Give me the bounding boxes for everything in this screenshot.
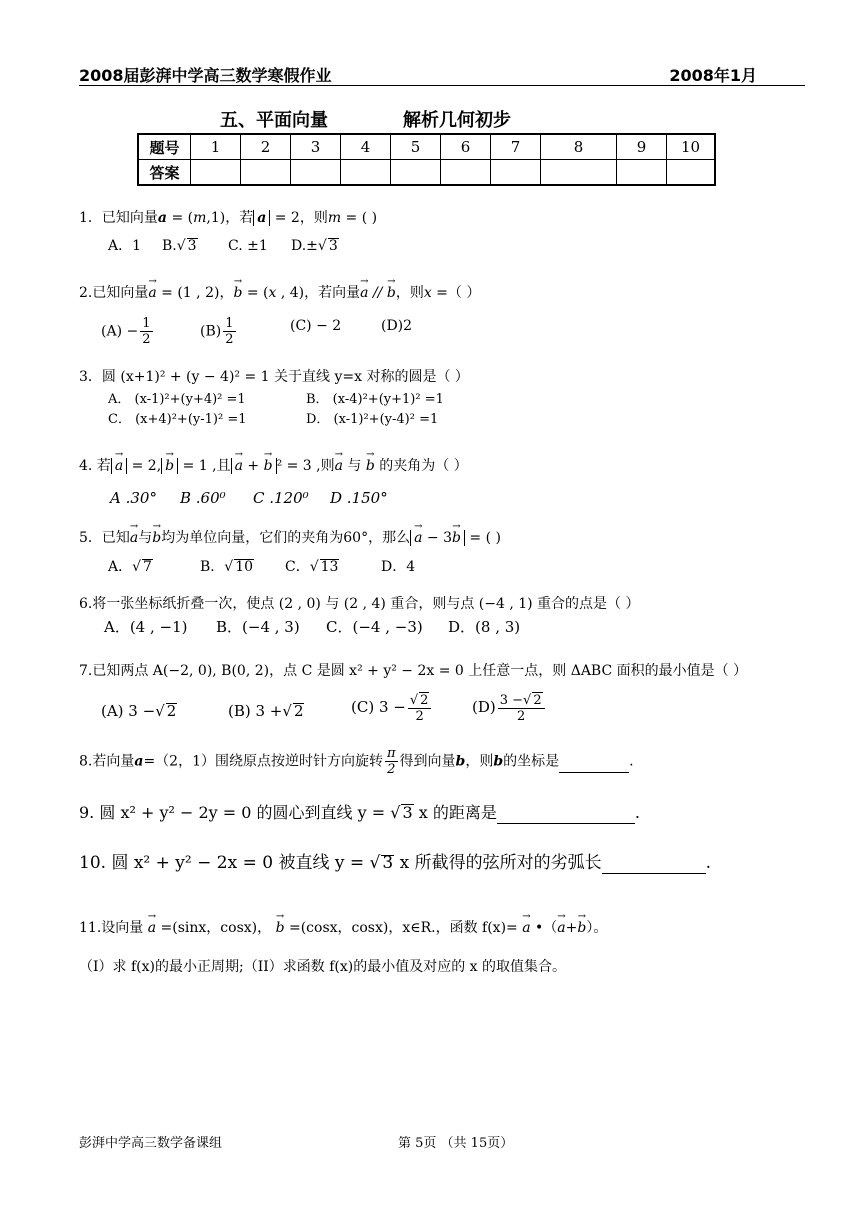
q1-text: = ( ) — [341, 210, 378, 226]
q2-text: , 4)，若向量 — [276, 285, 361, 301]
q11-text: + — [565, 920, 578, 936]
q5-option-c-radicand: 13 — [320, 559, 339, 575]
q5-vector-b: → b — [452, 528, 461, 548]
q1-option-d-label: D.± — [291, 238, 318, 254]
q4-vector-b: → b — [366, 456, 375, 476]
q4-text: = 1 ,且 — [178, 458, 231, 474]
q11-vector-a: → a — [522, 918, 530, 938]
q7-option-c: (C) 3 − $\frac{√ 2}{2}$ — [351, 692, 433, 724]
answer-table — [137, 133, 716, 186]
q1-option-d-radicand: 3 — [328, 238, 338, 254]
q1-option-c: C. ±1 — [228, 238, 268, 254]
q2-option-a — [101, 316, 155, 347]
q1-option-b: B.√ 3 — [162, 238, 197, 254]
q8-text: ，则 — [465, 753, 494, 770]
q9-answer-blank[interactable] — [497, 803, 635, 824]
q2-option-b-label: (B) — [200, 323, 222, 340]
answer-cell[interactable] — [541, 160, 617, 186]
answer-cell[interactable] — [441, 160, 491, 186]
q4-text: 的夹角为（ ） — [374, 458, 468, 474]
q4-vector-a: → a — [235, 456, 243, 476]
q7-option-d-radicand: 2 — [533, 693, 542, 708]
q8-angle-numerator: π — [386, 746, 396, 761]
q5-option-c-label: C． — [285, 559, 310, 575]
q5-option-b-label: B． — [200, 559, 225, 575]
answer-table-number: 6 — [441, 134, 491, 160]
header-title: 2008届彭湃中学高三数学寒假作业 — [79, 66, 332, 85]
q1-text: = ( — [167, 210, 194, 226]
q2-var-x: x — [268, 285, 277, 301]
answer-cell[interactable] — [617, 160, 667, 186]
q11-text: =(sinx，cosx)， — [156, 920, 276, 936]
q2-option-d: (D)2 — [381, 318, 413, 334]
q2-option-a-numerator: 1 — [142, 316, 151, 331]
q5-text: 与 — [138, 530, 153, 546]
answer-table-number-label: 题号 — [138, 134, 191, 160]
q4-text: 与 — [342, 458, 366, 474]
q7-option-b: (B) 3 +√ 2 — [228, 702, 304, 720]
answer-cell[interactable] — [291, 160, 341, 186]
question-7: 7.已知两点 A(−2, 0), B(0, 2)，点 C 是圆 x² + y² − 2x = 0 上任意一点，则 ΔABC 面积的最小值是（ ） — [79, 663, 748, 679]
answer-cell[interactable] — [391, 160, 441, 186]
q2-text: = ( — [242, 285, 269, 301]
q4-text: + — [242, 458, 264, 474]
q9-radicand: 3 — [402, 803, 413, 822]
q8-answer-blank[interactable] — [559, 752, 629, 773]
q8-text: 的坐标是 — [503, 753, 560, 770]
q5-vector-b: → b — [152, 528, 161, 548]
q4-option-a: A .30° — [110, 489, 157, 507]
q2-vector-b: → b — [233, 283, 242, 303]
q10-answer-blank[interactable] — [602, 853, 706, 874]
q5-text: 均为单位向量，它们的夹角为60°，那么 — [161, 530, 411, 546]
q2-text: = (1 , 2)， — [156, 285, 234, 301]
q1-abs-a: a — [257, 210, 267, 226]
q4-vector-a: → a — [335, 456, 343, 476]
q8-text: 得到向量 — [399, 753, 456, 770]
q7-option-d-denominator: 2 — [517, 709, 526, 724]
q4-option-d: D .150° — [330, 489, 388, 507]
q3-option-b: B． (x-4)²+(y+1)² =1 — [306, 392, 444, 407]
q8-text: 8.若向量 — [79, 753, 135, 770]
q2-vector-b: → b — [387, 283, 396, 303]
q8-vector-b: b — [493, 753, 504, 770]
q11-vector-a: → a — [148, 918, 156, 938]
q11-vector-b: → b — [276, 918, 285, 938]
answer-cell[interactable] — [667, 160, 716, 186]
q10-text: 10. 圆 x² + y² − 2x = 0 被直线 y = — [79, 853, 370, 873]
question-6: 6.将一张坐标纸折叠一次，使点 (2 , 0) 与 (2 , 4) 重合，则与点 (−4 , 1) 重合的点是（ ） — [79, 596, 640, 612]
q4-vector-b: → b — [165, 456, 174, 476]
answer-table-number: 10 — [667, 134, 716, 160]
question-10: 10. 圆 x² + y² − 2x = 0 被直线 y = √ 3 x 所截得的弦所对的劣弧长 . — [79, 853, 711, 873]
q5-option-a: A．√ 7 — [108, 559, 152, 575]
q1-vector-a: a — [157, 210, 167, 226]
q6-option-c: C．(−4 , −3) — [326, 618, 423, 636]
q10-text: . — [705, 853, 711, 873]
q6-option-d: D．(8 , 3) — [448, 618, 521, 636]
q7-option-a: (A) 3 −√ 2 — [101, 702, 177, 720]
q1-text: = 2，则 — [270, 210, 328, 226]
question-11-parts: （I）求 f(x)的最小正周期;（II）求函数 f(x)的最小值及对应的 x 的取值集合。 — [79, 959, 567, 975]
q7-option-c-label: (C) 3 − — [351, 698, 406, 716]
q5-option-a-label: A． — [108, 559, 133, 575]
q8-text: =（2，1）围绕原点按逆时针方向旋转 — [143, 753, 383, 770]
q5-vector-a: → a — [130, 528, 138, 548]
question-8 — [79, 746, 634, 777]
answer-cell[interactable] — [241, 160, 291, 186]
q7-option-a-radicand: 2 — [166, 702, 177, 720]
answer-table-number: 7 — [491, 134, 541, 160]
q1-text: 1．已知向量 — [79, 210, 158, 226]
question-2 — [79, 283, 480, 303]
q1-var-m: m — [327, 210, 342, 226]
question-5 — [79, 528, 501, 548]
q7-option-d: (D) $\frac{3 -√ 2}{2}$ — [472, 692, 547, 724]
q2-vector-a: → a — [148, 283, 156, 303]
q4-vector-b: → b — [264, 456, 273, 476]
footer-group: 彭湃中学高三数学备课组 — [79, 1136, 223, 1151]
q2-option-b-denominator: 2 — [225, 332, 234, 347]
q2-parallel: // — [368, 285, 387, 301]
answer-table-number: 3 — [291, 134, 341, 160]
q6-option-b: B．(−4 , 3) — [216, 618, 300, 636]
answer-cell[interactable] — [491, 160, 541, 186]
header-rule — [79, 85, 805, 86]
q4-option-b: B .60⁰ — [180, 489, 226, 507]
q5-option-b: B．√ 10 — [200, 559, 254, 575]
q5-option-c: C．√ 13 — [285, 559, 339, 575]
q3-option-d: D． (x-1)²+(y-4)² =1 — [306, 412, 439, 427]
q5-text: − 3 — [422, 530, 452, 546]
q11-text: 11.设向量 — [79, 920, 148, 936]
q2-text: =（ ） — [431, 285, 481, 301]
answer-table-answer-row — [138, 160, 715, 186]
q3-option-c: C． (x+4)²+(y-1)² =1 — [108, 412, 247, 427]
answer-table-number: 8 — [541, 134, 617, 160]
q2-vector-a: → a — [360, 283, 368, 303]
q4-text: ² = 3 ,则 — [276, 458, 335, 474]
header-date: 2008年1月 — [669, 66, 757, 85]
q8-angle-denominator: 2 — [387, 762, 396, 777]
answer-table-number: 4 — [341, 134, 391, 160]
question-1 — [79, 208, 377, 228]
q11-vector-a: → a — [557, 918, 565, 938]
q5-option-b-radicand: 10 — [235, 559, 254, 575]
footer-page-number: 第 5页 （共 15页） — [398, 1136, 514, 1151]
q4-text: = 2, — [127, 458, 162, 474]
answer-cell[interactable] — [191, 160, 241, 186]
answer-table-number: 9 — [617, 134, 667, 160]
q7-option-b-radicand: 2 — [293, 702, 304, 720]
q2-option-a-denominator: 2 — [142, 332, 151, 347]
q7-option-c-denominator: 2 — [415, 709, 424, 724]
q11-text: =(cosx，cosx)，x∈R.，函数 f(x)= — [284, 920, 523, 936]
q5-text: = ( ) — [464, 530, 501, 546]
q2-option-b — [200, 316, 238, 347]
q9-text: x 的距离是 — [413, 803, 497, 822]
q1-var-m: m — [193, 210, 207, 226]
q4-vector-a: → a — [115, 456, 123, 476]
section-title-geometry: 解析几何初步 — [403, 110, 511, 131]
q1-option-d: D.±√ 3 — [291, 238, 338, 254]
q8-text: . — [629, 753, 634, 770]
q4-text: 4. 若 — [79, 458, 111, 474]
answer-table-number: 5 — [391, 134, 441, 160]
question-4 — [79, 456, 468, 476]
q7-option-d-label: (D) — [472, 698, 496, 716]
q9-text: . — [634, 803, 640, 822]
q5-option-a-radicand: 7 — [143, 559, 152, 575]
q1-option-b-label: B. — [162, 238, 177, 254]
q5-text: 5．已知 — [79, 530, 130, 546]
q4-option-c: C .120⁰ — [253, 489, 309, 507]
q11-text: ）。 — [586, 920, 608, 936]
q11-vector-b: → b — [577, 918, 586, 938]
answer-table-number: 1 — [191, 134, 241, 160]
q2-text: 2.已知向量 — [79, 285, 149, 301]
q8-vector-a: a — [134, 753, 144, 770]
section-title-vectors: 五、平面向量 — [220, 110, 328, 131]
q7-option-c-radicand: 2 — [420, 693, 429, 708]
q11-text: •（ — [530, 920, 558, 936]
q7-option-a-label: (A) 3 − — [101, 702, 156, 720]
answer-table-number-row — [138, 134, 715, 160]
q2-option-a-label: (A) − — [101, 323, 139, 340]
q10-radicand: 3 — [382, 853, 394, 873]
q10-text: x 所截得的弦所对的劣弧长 — [394, 853, 602, 873]
q2-option-c: (C) − 2 — [290, 318, 342, 334]
q2-text: ，则 — [395, 285, 424, 301]
q8-vector-b: b — [455, 753, 466, 770]
question-9: 9. 圆 x² + y² − 2y = 0 的圆心到直线 y = √ 3 x 的距离是 . — [79, 803, 640, 822]
q3-option-a: A． (x-1)²+(y+4)² =1 — [108, 392, 246, 407]
q1-text: ,1)，若 — [206, 210, 254, 226]
q1-option-a: A．1 — [108, 238, 142, 254]
question-11 — [79, 918, 607, 938]
answer-cell[interactable] — [341, 160, 391, 186]
q5-vector-a: → a — [414, 528, 422, 548]
answer-table-number: 2 — [241, 134, 291, 160]
question-3: 3．圆 (x+1)² + (y − 4)² = 1 关于直线 y=x 对称的圆是（ ） — [79, 369, 469, 385]
q7-option-b-label: (B) 3 + — [228, 702, 283, 720]
q6-option-a: A．(4 , −1) — [104, 618, 188, 636]
q5-option-d: D．4 — [381, 559, 416, 575]
q2-var-x: x — [423, 285, 432, 301]
answer-table-answer-label: 答案 — [138, 160, 191, 186]
q1-option-b-radicand: 3 — [187, 238, 197, 254]
q2-option-b-numerator: 1 — [225, 316, 234, 331]
q9-text: 9. 圆 x² + y² − 2y = 0 的圆心到直线 y = — [79, 803, 391, 822]
q7-option-d-numerator: 3 − — [499, 693, 524, 708]
